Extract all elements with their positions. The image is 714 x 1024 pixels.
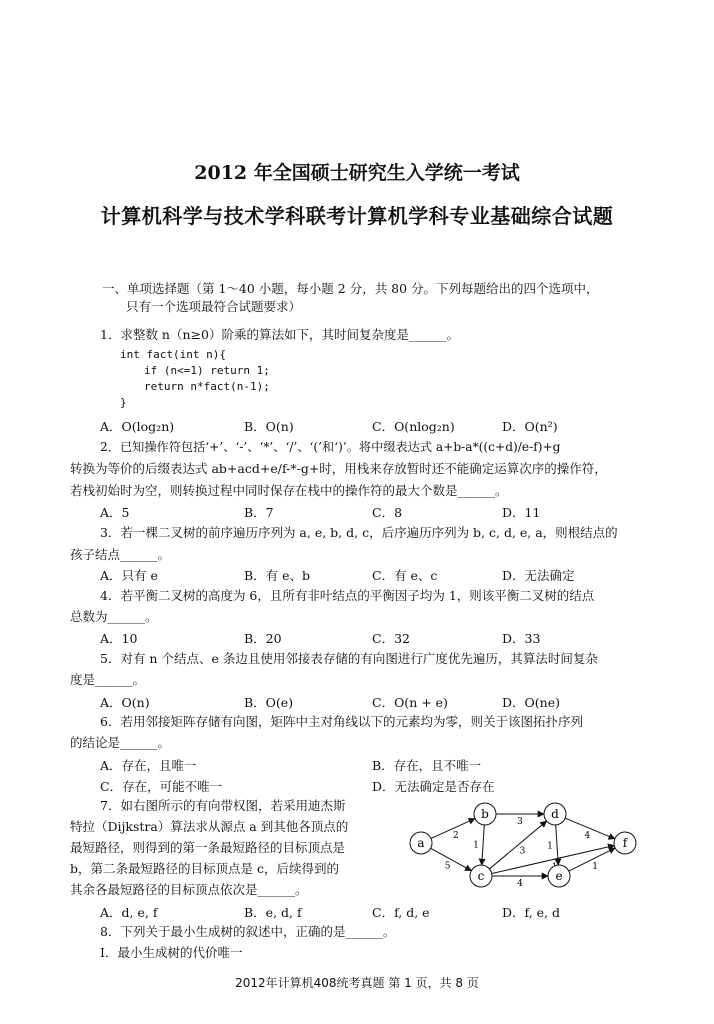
q5-stem: 度是______。 xyxy=(70,672,146,687)
q7-option-d: D．f, e, d xyxy=(502,905,560,920)
q1-code-line: return n*fact(n-1); xyxy=(144,380,270,393)
graph-node-label: d xyxy=(551,807,559,821)
q4-option-d: D．33 xyxy=(502,631,541,646)
q2-stem: 转换为等价的后缀表达式 ab+acd+e/f-*-g+时，用栈来存放暂时还不能确定运算次序的操作符， xyxy=(70,461,607,476)
q2-stem: 2．已知操作符包括‘+’、‘-’、‘*’、‘/’、‘(’和‘)’。将中缀表达式 a+b-a*((c+d)/e-f)+g xyxy=(100,440,561,454)
graph-node-label: e xyxy=(555,869,563,883)
graph-edge-weight: 3 xyxy=(519,846,526,857)
graph-edge-weight: 2 xyxy=(453,830,459,841)
q7-stem: 7．如右图所示的有向带权图，若采用迪杰斯 xyxy=(100,798,346,813)
graph-edge-weight: 1 xyxy=(473,840,479,851)
q1-option-b: B．O(n) xyxy=(244,419,294,434)
q4-stem: 总数为______。 xyxy=(70,609,158,624)
q8-stem: 8．下列关于最小生成树的叙述中，正确的是______。 xyxy=(100,924,396,939)
q5-option-b: B．O(e) xyxy=(244,695,294,710)
q1-option-c: C．O(nlog₂n) xyxy=(372,419,455,434)
q4-stem: 4．若平衡二叉树的高度为 6，且所有非叶结点的平衡因子均为 1，则该平衡二叉树的结点 xyxy=(100,588,595,603)
graph-node-label: c xyxy=(477,869,485,883)
q5-option-c: C．O(n + e) xyxy=(372,695,448,710)
graph-edge-a-c xyxy=(431,848,472,870)
q1-code-line: if (n<=1) return 1; xyxy=(144,364,270,377)
graph-edge-weight: 5 xyxy=(444,861,451,872)
q3-option-d: D．无法确定 xyxy=(502,568,575,583)
q2-option-c: C．8 xyxy=(372,505,403,520)
q7-option-a: A．d, e, f xyxy=(100,905,158,920)
q7-weighted-digraph xyxy=(395,792,655,902)
q1-code-line: int fact(int n){ xyxy=(120,348,226,361)
q1-code-line: } xyxy=(120,396,127,409)
section-heading-cont: 只有一个选项最符合试题要求） xyxy=(126,299,302,314)
q2-option-d: D．11 xyxy=(502,505,541,520)
exam-subtitle: 计算机科学与技术学科联考计算机学科专业基础综合试题 xyxy=(100,204,614,228)
q7-option-c: C．f, d, e xyxy=(372,905,430,920)
graph-edge-weight: 3 xyxy=(517,817,523,827)
q7-stem: 最短路径，则得到的第一条最短路径的目标顶点是 xyxy=(70,840,346,855)
q8-item-1: I．最小生成树的代价唯一 xyxy=(100,945,243,960)
page-footer: 2012年计算机408统考真题 第 1 页，共 8 页 xyxy=(235,976,479,990)
q2-option-a: A．5 xyxy=(100,505,130,520)
q6-option-b: B．存在，且不唯一 xyxy=(372,758,482,773)
graph-edge-weight: 4 xyxy=(517,879,523,889)
q1-option-d: D．O(n²) xyxy=(502,419,558,434)
exam-title: 2012 年全国硕士研究生入学统一考试 xyxy=(194,162,520,184)
graph-node-label: f xyxy=(622,836,628,850)
q7-stem: 其余各最短路径的目标顶点依次是______。 xyxy=(70,882,308,897)
graph-edge-weight: 1 xyxy=(547,841,553,852)
q5-option-d: D．O(ne) xyxy=(502,695,560,710)
q6-stem: 6．若用邻接矩阵存储有向图，矩阵中主对角线以下的元素均为零，则关于该图拓扑序列 xyxy=(100,714,583,729)
q4-option-c: C．32 xyxy=(372,631,410,646)
q3-stem: 孩子结点______。 xyxy=(70,547,171,562)
q6-option-d: D．无法确定是否存在 xyxy=(372,779,495,794)
graph-edge-b-c xyxy=(482,825,485,865)
q3-option-c: C．有 e、c xyxy=(372,568,438,583)
section-heading: 一、单项选择题（第 1～40 小题，每小题 2 分，共 80 分。下列每题给出的四个选项中， xyxy=(102,281,599,296)
graph-edge-weight: 4 xyxy=(584,830,591,841)
q7-stem: b，第二条最短路径的目标顶点是 c，后续得到的 xyxy=(70,861,339,876)
q2-option-b: B．7 xyxy=(244,505,274,520)
graph-node-label: b xyxy=(481,807,489,821)
q2-stem: 若栈初始时为空，则转换过程中同时保存在栈中的操作符的最大个数是______。 xyxy=(70,483,508,498)
graph-node-label: a xyxy=(417,836,425,850)
q7-option-b: B．e, d, f xyxy=(244,905,302,920)
q6-stem: 的结论是______。 xyxy=(70,735,171,750)
graph-edge-c-d xyxy=(489,821,546,869)
q6-option-a: A．存在，且唯一 xyxy=(100,758,197,773)
graph-edge-weight: 1 xyxy=(592,861,598,872)
q3-option-b: B．有 e、b xyxy=(244,568,311,583)
q3-stem: 3．若一棵二叉树的前序遍历序列为 a, e, b, d, c，后序遍历序列为 b, c, d, e, a，则根结点的 xyxy=(100,525,618,540)
q7-stem: 特拉（Dijkstra）算法求从源点 a 到其他各顶点的 xyxy=(70,819,349,834)
q4-option-b: B．20 xyxy=(244,631,282,646)
q1-stem: 1．求整数 n（n≥0）阶乘的算法如下，其时间复杂度是______。 xyxy=(100,327,459,342)
q4-option-a: A．10 xyxy=(100,631,138,646)
q3-option-a: A．只有 e xyxy=(100,568,158,583)
q1-option-a: A．O(log₂n) xyxy=(100,419,175,434)
q6-option-c: C．存在，可能不唯一 xyxy=(100,779,223,794)
q5-stem: 5．对有 n 个结点、e 条边且使用邻接表存储的有向图进行广度优先遍历，其算法时间复杂 xyxy=(100,651,598,666)
q5-option-a: A．O(n) xyxy=(100,695,150,710)
